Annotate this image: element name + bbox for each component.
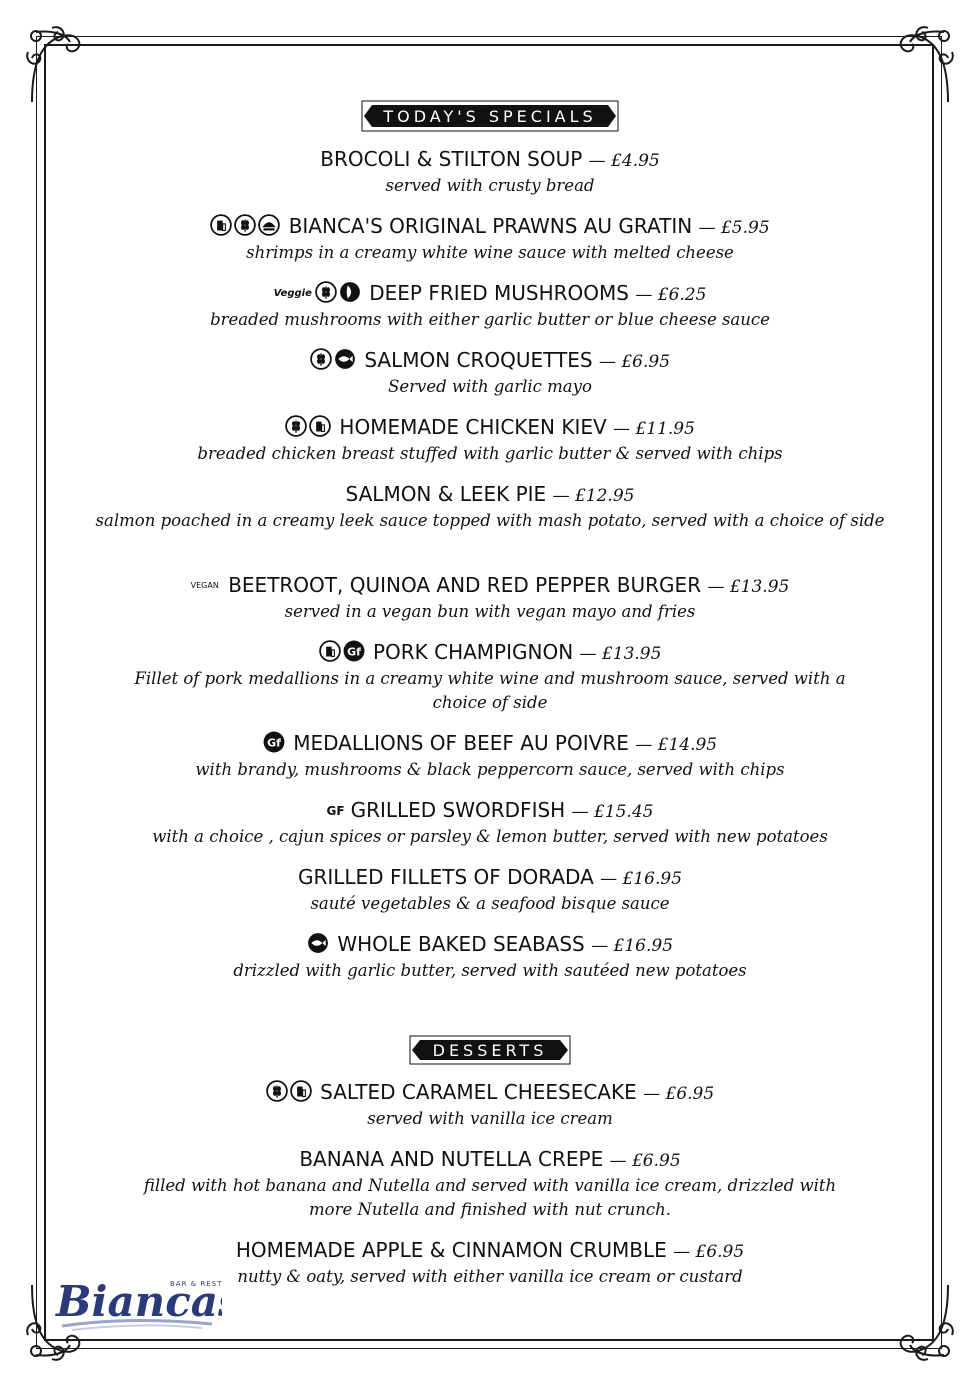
menu-item <box>60 1146 920 1237</box>
item-description: served in a vegan bun with vegan mayo and fries <box>284 602 696 621</box>
menu-item <box>60 797 920 864</box>
menu-item <box>60 639 920 730</box>
item-title: WHOLE BAKED SEABASS <box>337 932 585 956</box>
menu-item <box>60 213 920 280</box>
item-price: — £12.95 <box>552 486 635 506</box>
menu-item <box>60 146 920 213</box>
veggie-label: Veggie <box>273 288 312 299</box>
menu-item <box>60 572 920 639</box>
item-price: — £5.95 <box>698 218 770 238</box>
item-description: shrimps in a creamy white wine sauce with melted cheese <box>246 243 734 262</box>
menu-item <box>60 931 920 998</box>
section-heading: DESSERTS <box>432 1040 548 1060</box>
fish-icon <box>334 348 356 370</box>
gluten-free-icon <box>263 731 285 753</box>
item-title: PORK CHAMPIGNON <box>372 640 574 664</box>
menu-item <box>60 414 920 481</box>
item-price: — £15.45 <box>571 802 654 822</box>
item-title: SALMON CROQUETTES <box>364 348 593 372</box>
menu-item <box>60 280 920 347</box>
logo-wordmark: Bianca <box>56 1277 218 1326</box>
wheat-icon <box>315 281 337 303</box>
fish-icon <box>307 932 329 954</box>
item-description: drizzled with garlic butter, served with sautéed new potatoes <box>233 961 747 980</box>
item-price: — £13.95 <box>579 644 662 664</box>
wheat-icon <box>285 415 307 437</box>
item-price: — £14.95 <box>635 735 718 755</box>
item-description: breaded mushrooms with either garlic butter or blue cheese sauce <box>210 310 770 329</box>
item-description: served with vanilla ice cream <box>367 1109 613 1128</box>
item-title: HOMEMADE CHICKEN KIEV <box>339 415 607 439</box>
section-banner-specials <box>360 99 620 133</box>
section-banner-desserts <box>408 1034 572 1066</box>
wheat-icon <box>234 214 256 236</box>
item-price: — £6.25 <box>635 285 707 305</box>
item-description: filled with hot banana and Nutella and served with vanilla ice cream, drizzled with more Nutella and finished with nut crunch. <box>143 1176 837 1219</box>
menu-item <box>60 481 920 572</box>
item-description: nutty & oaty, served with either vanilla ice cream or custard <box>237 1267 743 1286</box>
milk-icon <box>210 214 232 236</box>
item-description: breaded chicken breast stuffed with garlic butter & served with chips <box>197 444 783 463</box>
item-title: DEEP FRIED MUSHROOMS <box>369 281 629 305</box>
item-title: GRILLED SWORDFISH <box>350 798 566 822</box>
vegan-label: VEGAN <box>190 581 219 590</box>
item-title: BIANCA'S ORIGINAL PRAWNS AU GRATIN <box>288 214 693 238</box>
wheat-icon <box>266 1080 288 1102</box>
gf-label: GF <box>326 804 345 818</box>
item-price: — £16.95 <box>600 869 683 889</box>
item-title: MEDALLIONS OF BEEF AU POIVRE <box>293 731 629 755</box>
milk-icon <box>290 1080 312 1102</box>
item-title: BEETROOT, QUINOA AND RED PEPPER BURGER <box>228 573 702 597</box>
wheat-icon <box>310 348 332 370</box>
item-title: SALMON & LEEK PIE <box>345 482 547 506</box>
shellfish-icon <box>258 214 280 236</box>
menu-item <box>60 1079 920 1146</box>
item-title: HOMEMADE APPLE & CINNAMON CRUMBLE <box>235 1238 667 1262</box>
item-description: salmon poached in a creamy leek sauce topped with mash potato, served with a choice of side <box>95 511 885 530</box>
item-price: — £13.95 <box>707 577 790 597</box>
milk-icon <box>309 415 331 437</box>
leaf-icon <box>339 281 361 303</box>
item-description: Served with garlic mayo <box>388 377 592 396</box>
item-description: served with crusty bread <box>385 176 595 195</box>
menu-content <box>60 95 920 1297</box>
restaurant-logo <box>52 1268 222 1338</box>
item-title: BANANA AND NUTELLA CREPE <box>299 1147 604 1171</box>
item-description: sauté vegetables & a seafood bisque sauce <box>310 894 670 913</box>
section-heading: TODAY'S SPECIALS <box>383 106 597 126</box>
menu-item <box>60 864 920 931</box>
item-description: Fillet of pork medallions in a creamy white wine and mushroom sauce, served with a choice of side <box>134 669 846 712</box>
item-description: with brandy, mushrooms & black peppercorn sauce, served with chips <box>195 760 785 779</box>
item-description: with a choice , cajun spices or parsley & lemon butter, served with new potatoes <box>152 827 828 846</box>
item-price: — £6.95 <box>598 352 671 372</box>
item-price: — £6.95 <box>673 1242 745 1262</box>
item-title: GRILLED FILLETS OF DORADA <box>297 865 594 889</box>
gluten-free-icon <box>343 640 365 662</box>
item-title: BROCOLI & STILTON SOUP <box>320 147 583 171</box>
item-price: — £4.95 <box>588 151 660 171</box>
item-price: — £16.95 <box>591 936 674 956</box>
item-price: — £11.95 <box>613 419 695 439</box>
menu-item <box>60 730 920 797</box>
item-title: SALTED CARAMEL CHEESECAKE <box>320 1080 637 1104</box>
menu-item <box>60 347 920 414</box>
item-price: — £6.95 <box>609 1151 681 1171</box>
milk-icon <box>319 640 341 662</box>
logo-tagline: BAR & REST <box>170 1280 222 1288</box>
item-price: — £6.95 <box>643 1084 715 1104</box>
